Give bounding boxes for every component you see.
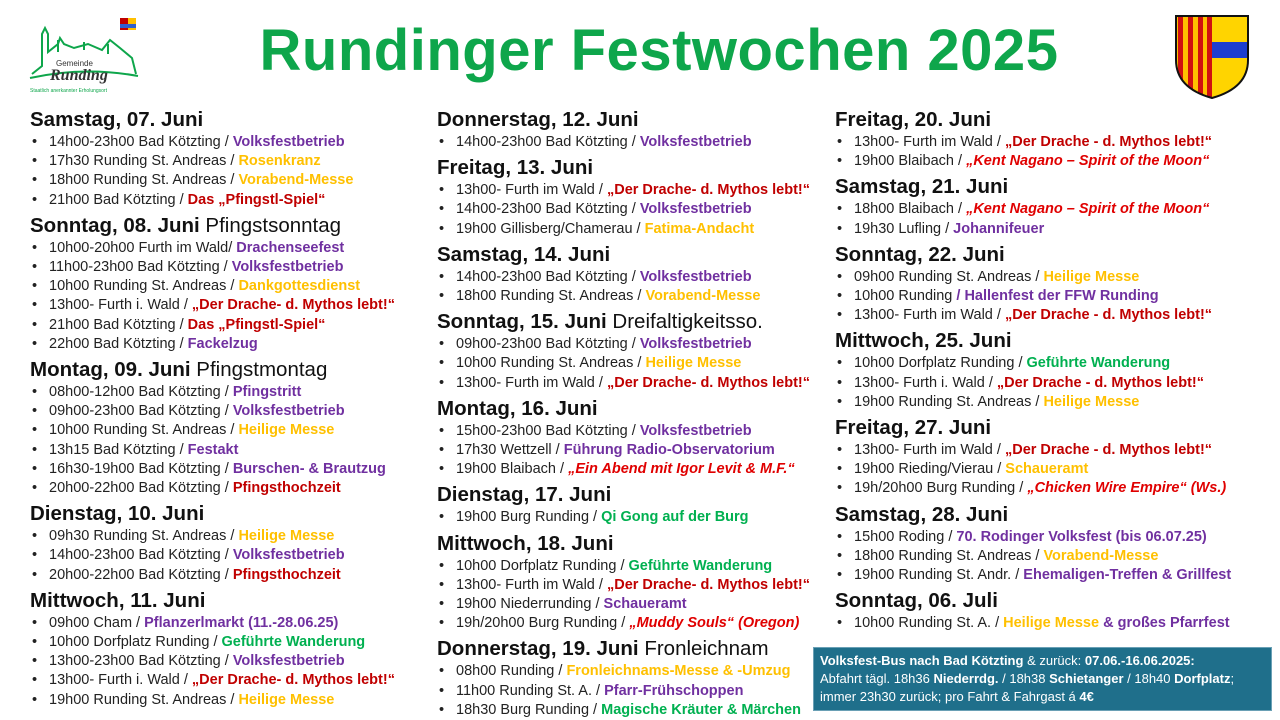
event-time-location: 22h00 Bad Kötzting / — [49, 335, 188, 352]
day-heading — [835, 107, 1275, 133]
event-name: Heilige Messe — [238, 528, 335, 545]
event-time-location: 14h00-23h00 Bad Kötzting / — [456, 268, 640, 285]
event-name: Rosenkranz — [238, 153, 321, 170]
event-item — [437, 268, 832, 287]
day-date: Mittwoch, 11. Juni — [30, 588, 206, 612]
event-time-location: 18h00 Runding St. Andreas / — [456, 288, 646, 305]
logo-text-line3: Staatlich anerkannter Erholungsort — [30, 88, 107, 94]
event-time-location: 10h00 Runding St. Andreas / — [49, 422, 239, 439]
day-date: Freitag, 20. Juni — [835, 108, 992, 131]
event-item — [835, 287, 1275, 306]
event-name: „Der Drache- d. Mythos lebt!“ — [606, 374, 810, 391]
event-item — [835, 547, 1275, 566]
logo-text-line1: Gemeinde — [56, 59, 93, 68]
day-heading — [437, 482, 832, 508]
event-name: „Muddy Souls“ (Oregon) — [629, 615, 800, 632]
event-item — [30, 383, 430, 402]
gemeinde-runding-logo — [28, 14, 140, 96]
event-list — [437, 557, 832, 634]
event-item — [835, 354, 1275, 373]
bus-info-line1: Volksfest-Bus nach Bad Kötzting & zurück: 07.06.-16.06.2025: — [820, 653, 1195, 668]
event-list — [437, 335, 832, 393]
day-date: Dienstag, 17. Juni — [437, 483, 612, 507]
event-name: Pfingsthochzeit — [232, 566, 341, 583]
event-item — [437, 508, 832, 527]
event-item — [835, 306, 1275, 325]
event-item — [835, 268, 1275, 287]
event-time-location: 14h00-23h00 Bad Kötzting / — [49, 547, 233, 564]
event-name: „Der Drache - d. Mythos lebt!“ — [996, 374, 1204, 391]
event-name: Burschen- & Brautzug — [232, 460, 386, 477]
event-time-location: 19h/20h00 Burg Runding / — [456, 615, 630, 632]
event-time-location: 16h30-19h00 Bad Kötzting / — [49, 460, 233, 477]
event-time-location: 09h00 Cham / — [49, 614, 145, 631]
event-list — [835, 528, 1275, 586]
day-holiday-label: Pfingstmontag — [190, 358, 328, 382]
event-time-location: 19h00 Blaibach / — [854, 153, 967, 170]
event-item — [437, 662, 832, 681]
event-item — [30, 402, 430, 421]
event-item — [835, 566, 1275, 585]
event-list — [835, 133, 1275, 171]
event-time-location: 13h00- Furth im Wald / — [456, 576, 607, 593]
event-name: Volksfestbetrieb — [639, 201, 752, 218]
event-name: Das „Pfingstl-Spiel“ — [187, 316, 326, 333]
event-item — [30, 152, 430, 171]
event-item — [437, 557, 832, 576]
event-name: Drachenseefest — [236, 239, 345, 256]
event-time-location: 19h00 Runding St. Andreas / — [49, 691, 239, 708]
event-name: Vorabend-Messe — [238, 172, 354, 189]
event-list — [835, 354, 1275, 412]
event-time-location: 18h00 Runding St. Andreas / — [854, 547, 1044, 564]
bus-info-line3: immer 23h30 zurück; pro Fahrt & Fahrgast á 4€ — [820, 689, 1094, 704]
event-time-location: 19h00 Runding St. Andr. / — [854, 567, 1024, 584]
event-item — [437, 181, 832, 200]
event-item — [437, 576, 832, 595]
event-list — [437, 662, 832, 720]
event-name: „Kent Nagano – Spirit of the Moon“ — [966, 201, 1210, 218]
page-title: Rundinger Festwochen 2025 — [259, 18, 1059, 83]
event-item — [30, 460, 430, 479]
event-time-location: 18h00 Blaibach / — [854, 201, 967, 218]
event-name: Volksfestbetrieb — [639, 134, 752, 150]
event-time-location: 11h00-23h00 Bad Kötzting / — [49, 259, 232, 276]
event-time-location: 17h30 Runding St. Andreas / — [49, 153, 239, 170]
event-time-location: 13h15 Bad Kötzting / — [49, 441, 188, 458]
event-time-location: 13h00- Furth im Wald / — [456, 182, 607, 199]
event-item — [30, 335, 430, 354]
event-list — [437, 422, 832, 480]
event-time-location: 09h30 Runding St. Andreas / — [49, 528, 239, 545]
day-heading — [30, 501, 430, 527]
event-time-location: 13h00- Furth i. Wald / — [854, 374, 997, 391]
event-time-location: 10h00 Dorfplatz Runding / — [456, 557, 629, 574]
event-name: Volksfestbetrieb — [639, 336, 752, 353]
event-name: Heilige Messe — [1003, 615, 1100, 632]
event-list — [835, 200, 1275, 238]
event-time-location: 19h00 Runding St. Andreas / — [854, 393, 1044, 410]
event-name: Heilige Messe — [238, 691, 335, 708]
event-name: „Ein Abend mit Igor Levit & M.F.“ — [568, 461, 795, 478]
day-date: Mittwoch, 18. Juni — [437, 531, 614, 555]
event-name: Geführte Wanderung — [221, 634, 366, 651]
event-time-location: 21h00 Bad Kötzting / — [49, 191, 188, 208]
logo-text-line2: Runding — [50, 67, 108, 84]
event-name: Volksfestbetrieb — [232, 547, 345, 564]
day-heading — [437, 531, 832, 557]
day-date: Freitag, 13. Juni — [437, 156, 594, 180]
event-name: „Chicken Wire Empire“ (Ws.) — [1027, 480, 1227, 497]
event-time-location: 21h00 Bad Kötzting / — [49, 316, 188, 333]
day-heading — [30, 107, 430, 133]
event-time-location: 18h00 Runding St. Andreas / — [49, 172, 239, 189]
day-heading — [30, 357, 430, 383]
event-time-location: 19h00 Blaibach / — [456, 461, 569, 478]
event-time-location: 13h00- Furth im Wald / — [854, 134, 1005, 150]
event-item — [437, 133, 832, 152]
day-date: Donnerstag, 12. Juni — [437, 108, 639, 131]
event-name: Schaueramt — [1005, 461, 1089, 478]
event-name: Volksfestbetrieb — [232, 403, 345, 420]
day-date: Samstag, 14. Juni — [437, 242, 611, 266]
bus-info-box — [813, 647, 1272, 711]
event-item — [30, 258, 430, 277]
event-time-location: 09h00-23h00 Bad Kötzting / — [456, 336, 640, 353]
event-name: Geführte Wanderung — [1026, 355, 1171, 372]
event-name: Schaueramt — [603, 596, 687, 613]
event-time-location: 08h00 Runding / — [456, 663, 567, 680]
event-item — [30, 316, 430, 335]
event-time-location: 17h30 Wettzell / — [456, 442, 564, 459]
day-heading — [437, 155, 832, 181]
event-list — [437, 133, 832, 152]
event-item — [835, 441, 1275, 460]
day-date: Freitag, 27. Juni — [835, 416, 992, 440]
event-item — [835, 614, 1275, 633]
day-holiday-label: Fronleichnam — [638, 637, 769, 661]
schedule-column-1 — [30, 104, 430, 710]
event-item — [30, 546, 430, 565]
event-item — [835, 133, 1275, 152]
event-time-location: 15h00 Roding / — [854, 528, 957, 545]
day-heading — [437, 396, 832, 422]
event-item — [437, 460, 832, 479]
event-time-location: 18h30 Burg Runding / — [456, 701, 602, 718]
event-item — [30, 566, 430, 585]
day-heading — [437, 309, 832, 335]
event-name: Johannifeuer — [953, 220, 1045, 237]
event-name: Ehemaligen-Treffen & Grillfest — [1023, 567, 1232, 584]
event-name: Volksfestbetrieb — [232, 134, 345, 150]
event-name: / Hallenfest der FFW Runding — [956, 288, 1159, 305]
event-name: „Der Drache- d. Mythos lebt!“ — [606, 576, 810, 593]
event-time-location: 10h00-20h00 Furth im Wald/ — [49, 239, 237, 256]
event-name: Festakt — [187, 441, 239, 458]
day-heading — [835, 328, 1275, 354]
day-date: Sonntag, 08. Juni — [30, 213, 200, 237]
event-time-location: 13h00- Furth im Wald / — [854, 307, 1005, 324]
event-item — [835, 374, 1275, 393]
day-heading — [437, 636, 832, 662]
event-item — [437, 422, 832, 441]
event-time-location: 14h00-23h00 Bad Kötzting / — [456, 201, 640, 218]
event-name: „Kent Nagano – Spirit of the Moon“ — [966, 153, 1210, 170]
event-item — [437, 287, 832, 306]
event-list — [30, 527, 430, 585]
event-list — [30, 614, 430, 710]
event-item — [30, 133, 430, 152]
day-date: Samstag, 07. Juni — [30, 108, 204, 131]
event-item — [30, 191, 430, 210]
event-name: Dankgottesdienst — [238, 278, 361, 295]
event-time-location: 20h00-22h00 Bad Kötzting / — [49, 566, 233, 583]
event-list — [835, 614, 1275, 633]
event-name: Fatima-Andacht — [644, 220, 755, 237]
event-item — [437, 701, 832, 720]
event-item — [835, 152, 1275, 171]
event-item — [30, 479, 430, 498]
day-heading — [835, 588, 1275, 614]
event-time-location: 10h00 Dorfplatz Runding / — [854, 355, 1027, 372]
day-date: Sonntag, 15. Juni — [437, 310, 607, 334]
event-item — [30, 277, 430, 296]
event-time-location: 19h00 Gillisberg/Chamerau / — [456, 220, 645, 237]
event-time-location: 10h00 Runding St. Andreas / — [456, 355, 646, 372]
day-heading — [437, 242, 832, 268]
day-holiday-label: Dreifaltigkeitsso. — [606, 310, 763, 334]
event-name: Pflanzerlmarkt (11.-28.06.25) — [144, 614, 339, 631]
event-item — [835, 200, 1275, 219]
event-time-location: 19h00 Rieding/Vierau / — [854, 461, 1006, 478]
event-name: Volksfestbetrieb — [639, 422, 752, 439]
event-name: Fackelzug — [187, 335, 258, 352]
event-list — [437, 181, 832, 239]
event-time-location: 10h00 Runding St. A. / — [854, 615, 1004, 632]
event-name: Geführte Wanderung — [628, 557, 773, 574]
day-heading — [835, 502, 1275, 528]
event-item — [30, 441, 430, 460]
event-time-location: 10h00 Runding St. Andreas / — [49, 278, 239, 295]
day-date: Donnerstag, 19. Juni — [437, 637, 639, 661]
event-name: „Der Drache- d. Mythos lebt!“ — [191, 297, 395, 314]
schedule-column-3 — [835, 104, 1275, 633]
day-heading — [437, 107, 832, 133]
event-item — [835, 460, 1275, 479]
event-item — [835, 528, 1275, 547]
event-item — [30, 614, 430, 633]
event-name: Volksfestbetrieb — [639, 268, 752, 285]
event-name: „Der Drache- d. Mythos lebt!“ — [191, 672, 395, 689]
day-date: Sonntag, 22. Juni — [835, 242, 1005, 266]
day-heading — [30, 588, 430, 614]
event-item — [437, 441, 832, 460]
event-name: Das „Pfingstl-Spiel“ — [187, 191, 326, 208]
event-name: Qi Gong auf der Burg — [601, 509, 749, 526]
event-time-location: 13h00- Furth i. Wald / — [49, 297, 192, 314]
event-time-location: 20h00-22h00 Bad Kötzting / — [49, 480, 233, 497]
event-name: „Der Drache - d. Mythos lebt!“ — [1004, 307, 1213, 324]
event-time-location: 13h00- Furth im Wald / — [456, 374, 607, 391]
event-item — [437, 374, 832, 393]
event-name: Volksfestbetrieb — [231, 259, 344, 276]
event-time-location: 19h00 Niederrunding / — [456, 596, 604, 613]
event-name: Pfingsthochzeit — [232, 480, 341, 497]
event-name-extra: & großes Pfarrfest — [1099, 615, 1230, 632]
event-list — [835, 268, 1275, 326]
event-time-location: 09h00 Runding St. Andreas / — [854, 268, 1044, 285]
event-item — [30, 296, 430, 315]
event-list — [30, 383, 430, 498]
event-list — [835, 441, 1275, 499]
event-item — [30, 691, 430, 710]
event-name: Magische Kräuter & Märchen — [601, 701, 801, 718]
event-time-location: 13h00- Furth i. Wald / — [49, 672, 192, 689]
event-name: Heilige Messe — [645, 355, 742, 372]
event-item — [835, 393, 1275, 412]
event-list — [30, 133, 430, 210]
event-time-location: 14h00-23h00 Bad Kötzting / — [49, 134, 233, 150]
day-date: Dienstag, 10. Juni — [30, 502, 205, 526]
event-list — [437, 508, 832, 527]
event-time-location: 14h00-23h00 Bad Kötzting / — [456, 134, 640, 150]
event-item — [30, 652, 430, 671]
event-item — [437, 220, 832, 239]
event-time-location: 13h00- Furth im Wald / — [854, 442, 1005, 459]
event-name: Vorabend-Messe — [645, 288, 761, 305]
event-time-location: 11h00 Runding St. A. / — [456, 682, 605, 699]
event-item — [30, 421, 430, 440]
event-name: Vorabend-Messe — [1043, 547, 1159, 564]
event-item — [437, 335, 832, 354]
bus-info-line2: Abfahrt tägl. 18h36 Niederrdg. / 18h38 Schietanger / 18h40 Dorfplatz; — [820, 671, 1235, 686]
event-item — [437, 200, 832, 219]
runding-coat-of-arms — [1174, 14, 1250, 100]
event-name: Volksfestbetrieb — [232, 653, 345, 670]
event-name: Pfingstritt — [232, 384, 302, 401]
event-name: Heilige Messe — [1043, 393, 1140, 410]
event-name: Pfarr-Frühschoppen — [604, 682, 744, 699]
day-date: Samstag, 28. Juni — [835, 502, 1009, 526]
event-item — [437, 614, 832, 633]
schedule-column-2 — [437, 104, 832, 720]
event-name: „Der Drache - d. Mythos lebt!“ — [1004, 134, 1213, 150]
event-name: Heilige Messe — [1043, 268, 1140, 285]
event-name: „Der Drache - d. Mythos lebt!“ — [1004, 442, 1213, 459]
event-item — [835, 479, 1275, 498]
event-name: Heilige Messe — [238, 422, 335, 439]
event-time-location: 19h30 Lufling / — [854, 220, 954, 237]
event-name: „Der Drache- d. Mythos lebt!“ — [606, 182, 810, 199]
event-time-location: 10h00 Runding — [854, 288, 957, 305]
day-heading — [835, 415, 1275, 441]
event-time-location: 13h00-23h00 Bad Kötzting / — [49, 653, 233, 670]
event-item — [437, 354, 832, 373]
event-item — [437, 595, 832, 614]
event-item — [30, 171, 430, 190]
event-time-location: 09h00-23h00 Bad Kötzting / — [49, 403, 233, 420]
event-item — [835, 220, 1275, 239]
event-list — [437, 268, 832, 306]
day-date: Montag, 09. Juni — [30, 358, 191, 382]
event-time-location: 19h/20h00 Burg Runding / — [854, 480, 1028, 497]
event-time-location: 15h00-23h00 Bad Kötzting / — [456, 422, 640, 439]
event-item — [437, 682, 832, 701]
event-item — [30, 527, 430, 546]
event-name: 70. Rodinger Volksfest (bis 06.07.25) — [956, 528, 1207, 545]
day-heading — [835, 242, 1275, 268]
event-time-location: 10h00 Dorfplatz Runding / — [49, 634, 222, 651]
event-name: Führung Radio-Observatorium — [563, 442, 775, 459]
event-time-location: 08h00-12h00 Bad Kötzting / — [49, 384, 233, 401]
day-date: Montag, 16. Juni — [437, 396, 598, 420]
event-name: Fronleichnams-Messe & -Umzug — [566, 663, 791, 680]
day-holiday-label: Pfingstsonntag — [199, 213, 342, 237]
event-item — [30, 671, 430, 690]
day-date: Sonntag, 06. Juli — [835, 589, 998, 613]
event-time-location: 19h00 Burg Runding / — [456, 509, 602, 526]
event-item — [30, 239, 430, 258]
day-date: Mittwoch, 25. Juni — [835, 329, 1012, 353]
day-heading — [835, 174, 1275, 200]
event-item — [30, 633, 430, 652]
day-heading — [30, 213, 430, 239]
day-date: Samstag, 21. Juni — [835, 175, 1009, 199]
event-list — [30, 239, 430, 354]
